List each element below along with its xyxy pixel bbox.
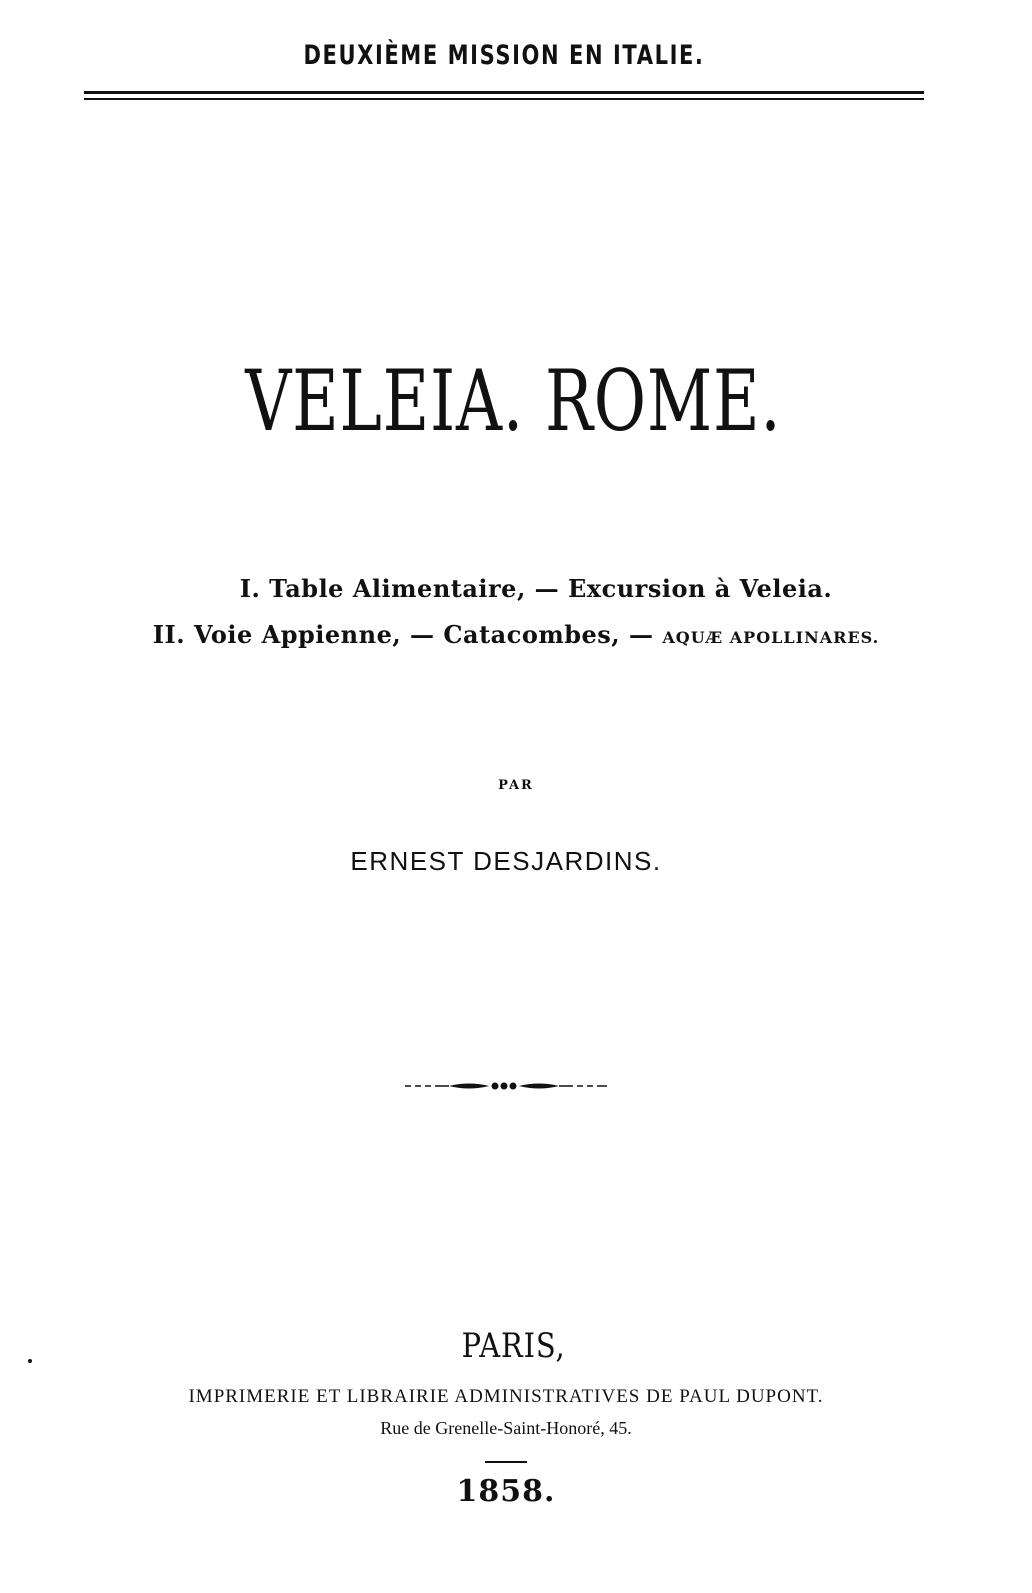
part-1-number: I. bbox=[239, 574, 261, 603]
imprint-printer: IMPRIMERIE ET LIBRAIRIE ADMINISTRATIVES DE PAUL DUPONT. bbox=[188, 1386, 824, 1407]
ornament-divider bbox=[403, 1078, 609, 1094]
series-title: DEUXIÈME MISSION EN ITALIE. bbox=[303, 40, 705, 71]
part-2-number: II. bbox=[152, 620, 186, 649]
by-label: PAR bbox=[498, 778, 534, 793]
imprint-place: PARIS, bbox=[461, 1326, 566, 1366]
imprint-address: Rue de Grenelle-Saint-Honoré, 45. bbox=[380, 1418, 632, 1438]
contents-line-part-1 bbox=[20, 574, 1032, 603]
part-1-text: Table Alimentaire, — Excursion à Veleia. bbox=[269, 574, 833, 603]
main-title: VELEIA. ROME. bbox=[245, 352, 782, 450]
part-2-small-caps-title: AQUÆ APOLLINARES. bbox=[662, 628, 880, 647]
imprint-year: 1858. bbox=[456, 1474, 556, 1509]
ink-speck bbox=[28, 1359, 32, 1363]
header-rule-thin bbox=[84, 98, 924, 100]
author-name: ERNEST DESJARDINS. bbox=[350, 846, 662, 876]
contents-line-part-2 bbox=[0, 620, 1032, 649]
header-rule-thick bbox=[84, 91, 924, 94]
imprint-rule bbox=[485, 1461, 527, 1463]
part-2-text: Voie Appienne, — Catacombes, — bbox=[193, 620, 663, 649]
